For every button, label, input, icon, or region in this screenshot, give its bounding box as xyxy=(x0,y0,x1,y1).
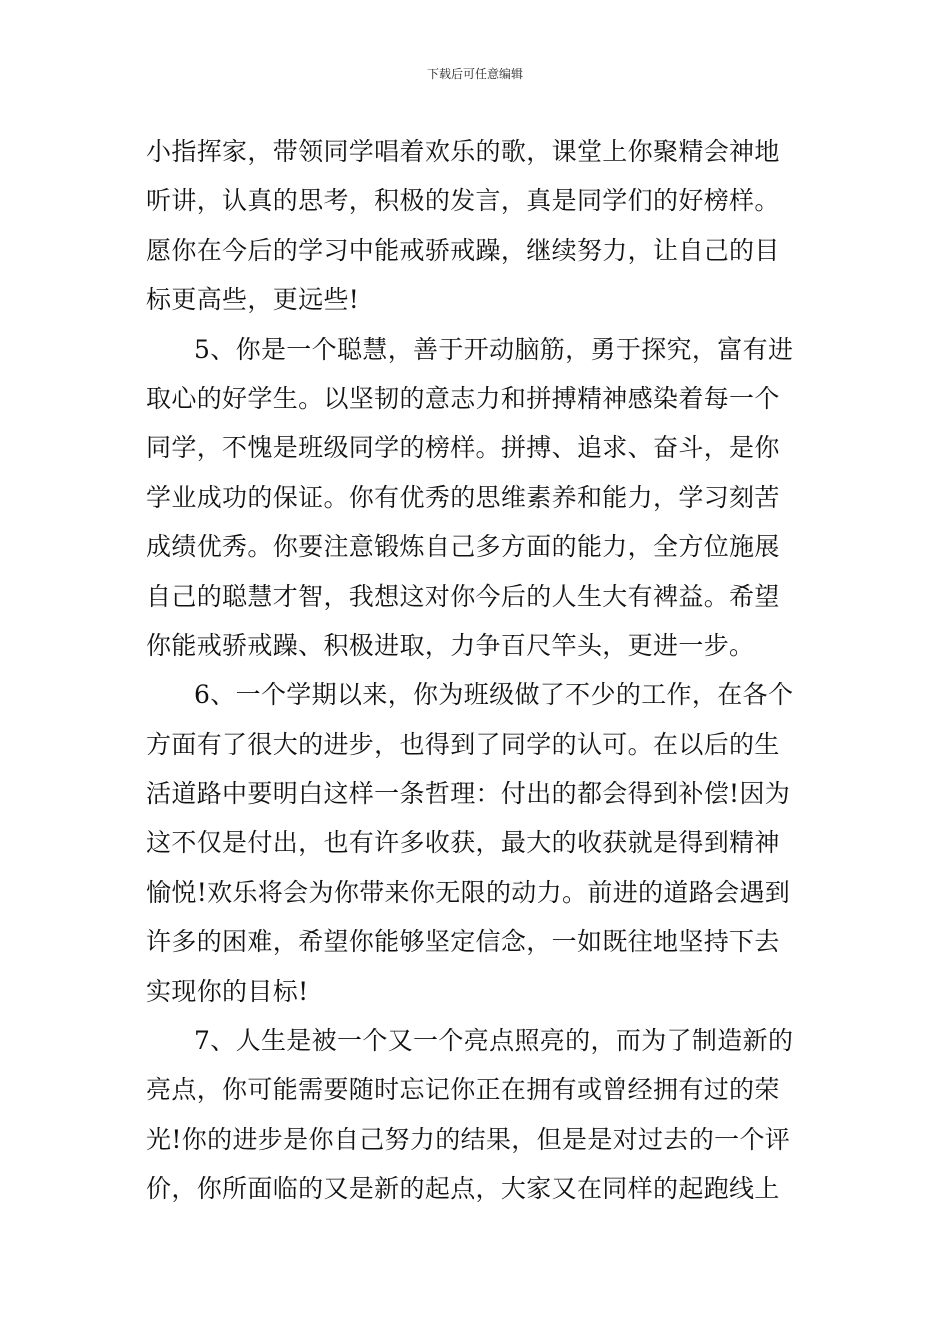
text-line: 这不仅是付出，也有许多收获，最大的收获就是得到精神 xyxy=(146,828,780,858)
text-line: 价，你所面临的又是新的起点，大家又在同样的起跑线上 xyxy=(146,1174,780,1204)
text-line: 7、人生是被一个又一个亮点照亮的，而为了制造新的 xyxy=(194,1026,794,1056)
text-line: 许多的困难，希望你能够坚定信念，一如既往地坚持下去 xyxy=(146,927,780,957)
text-line: 愉悦!欢乐将会为你带来你无限的动力。前进的道路会遇到 xyxy=(146,877,791,907)
page-header: 下载后可任意编辑 xyxy=(426,67,523,81)
text-line: 学业成功的保证。你有优秀的思维素养和能力，学习刻苦 xyxy=(146,482,780,512)
text-line: 成绩优秀。你要注意锻炼自己多方面的能力，全方位施展 xyxy=(146,532,780,562)
text-line: 自己的聪慧才智，我想这对你今后的人生大有裨益。希望 xyxy=(146,581,780,611)
text-line: 你能戒骄戒躁、积极进取，力争百尺竿头，更进一步。 xyxy=(146,630,755,660)
text-line: 愿你在今后的学习中能戒骄戒躁，继续努力，让自己的目 xyxy=(146,235,780,265)
text-line: 活道路中要明白这样一条哲理：付出的都会得到补偿!因为 xyxy=(146,779,791,809)
text-line: 实现你的目标! xyxy=(146,976,309,1006)
text-line: 取心的好学生。以坚韧的意志力和拼搏精神感染着每一个 xyxy=(146,383,780,413)
text-line: 5、你是一个聪慧，善于开动脑筋，勇于探究，富有进 xyxy=(194,334,794,364)
text-line: 听讲，认真的思考，积极的发言，真是同学们的好榜样。 xyxy=(146,186,780,216)
text-line: 光!你的进步是你自己努力的结果，但是是对过去的一个评 xyxy=(146,1124,791,1154)
document-body xyxy=(146,127,816,1214)
text-line: 标更高些，更远些! xyxy=(146,285,360,315)
text-line: 方面有了很大的进步，也得到了同学的认可。在以后的生 xyxy=(146,729,780,759)
text-line: 亮点，你可能需要随时忘记你正在拥有或曾经拥有过的荣 xyxy=(146,1075,780,1105)
text-line: 同学，不愧是班级同学的榜样。拼搏、追求、奋斗，是你 xyxy=(146,433,780,463)
text-line: 小指挥家，带领同学唱着欢乐的歌，课堂上你聚精会神地 xyxy=(146,137,780,166)
text-line: 6、一个学期以来，你为班级做了不少的工作，在各个 xyxy=(194,680,794,710)
